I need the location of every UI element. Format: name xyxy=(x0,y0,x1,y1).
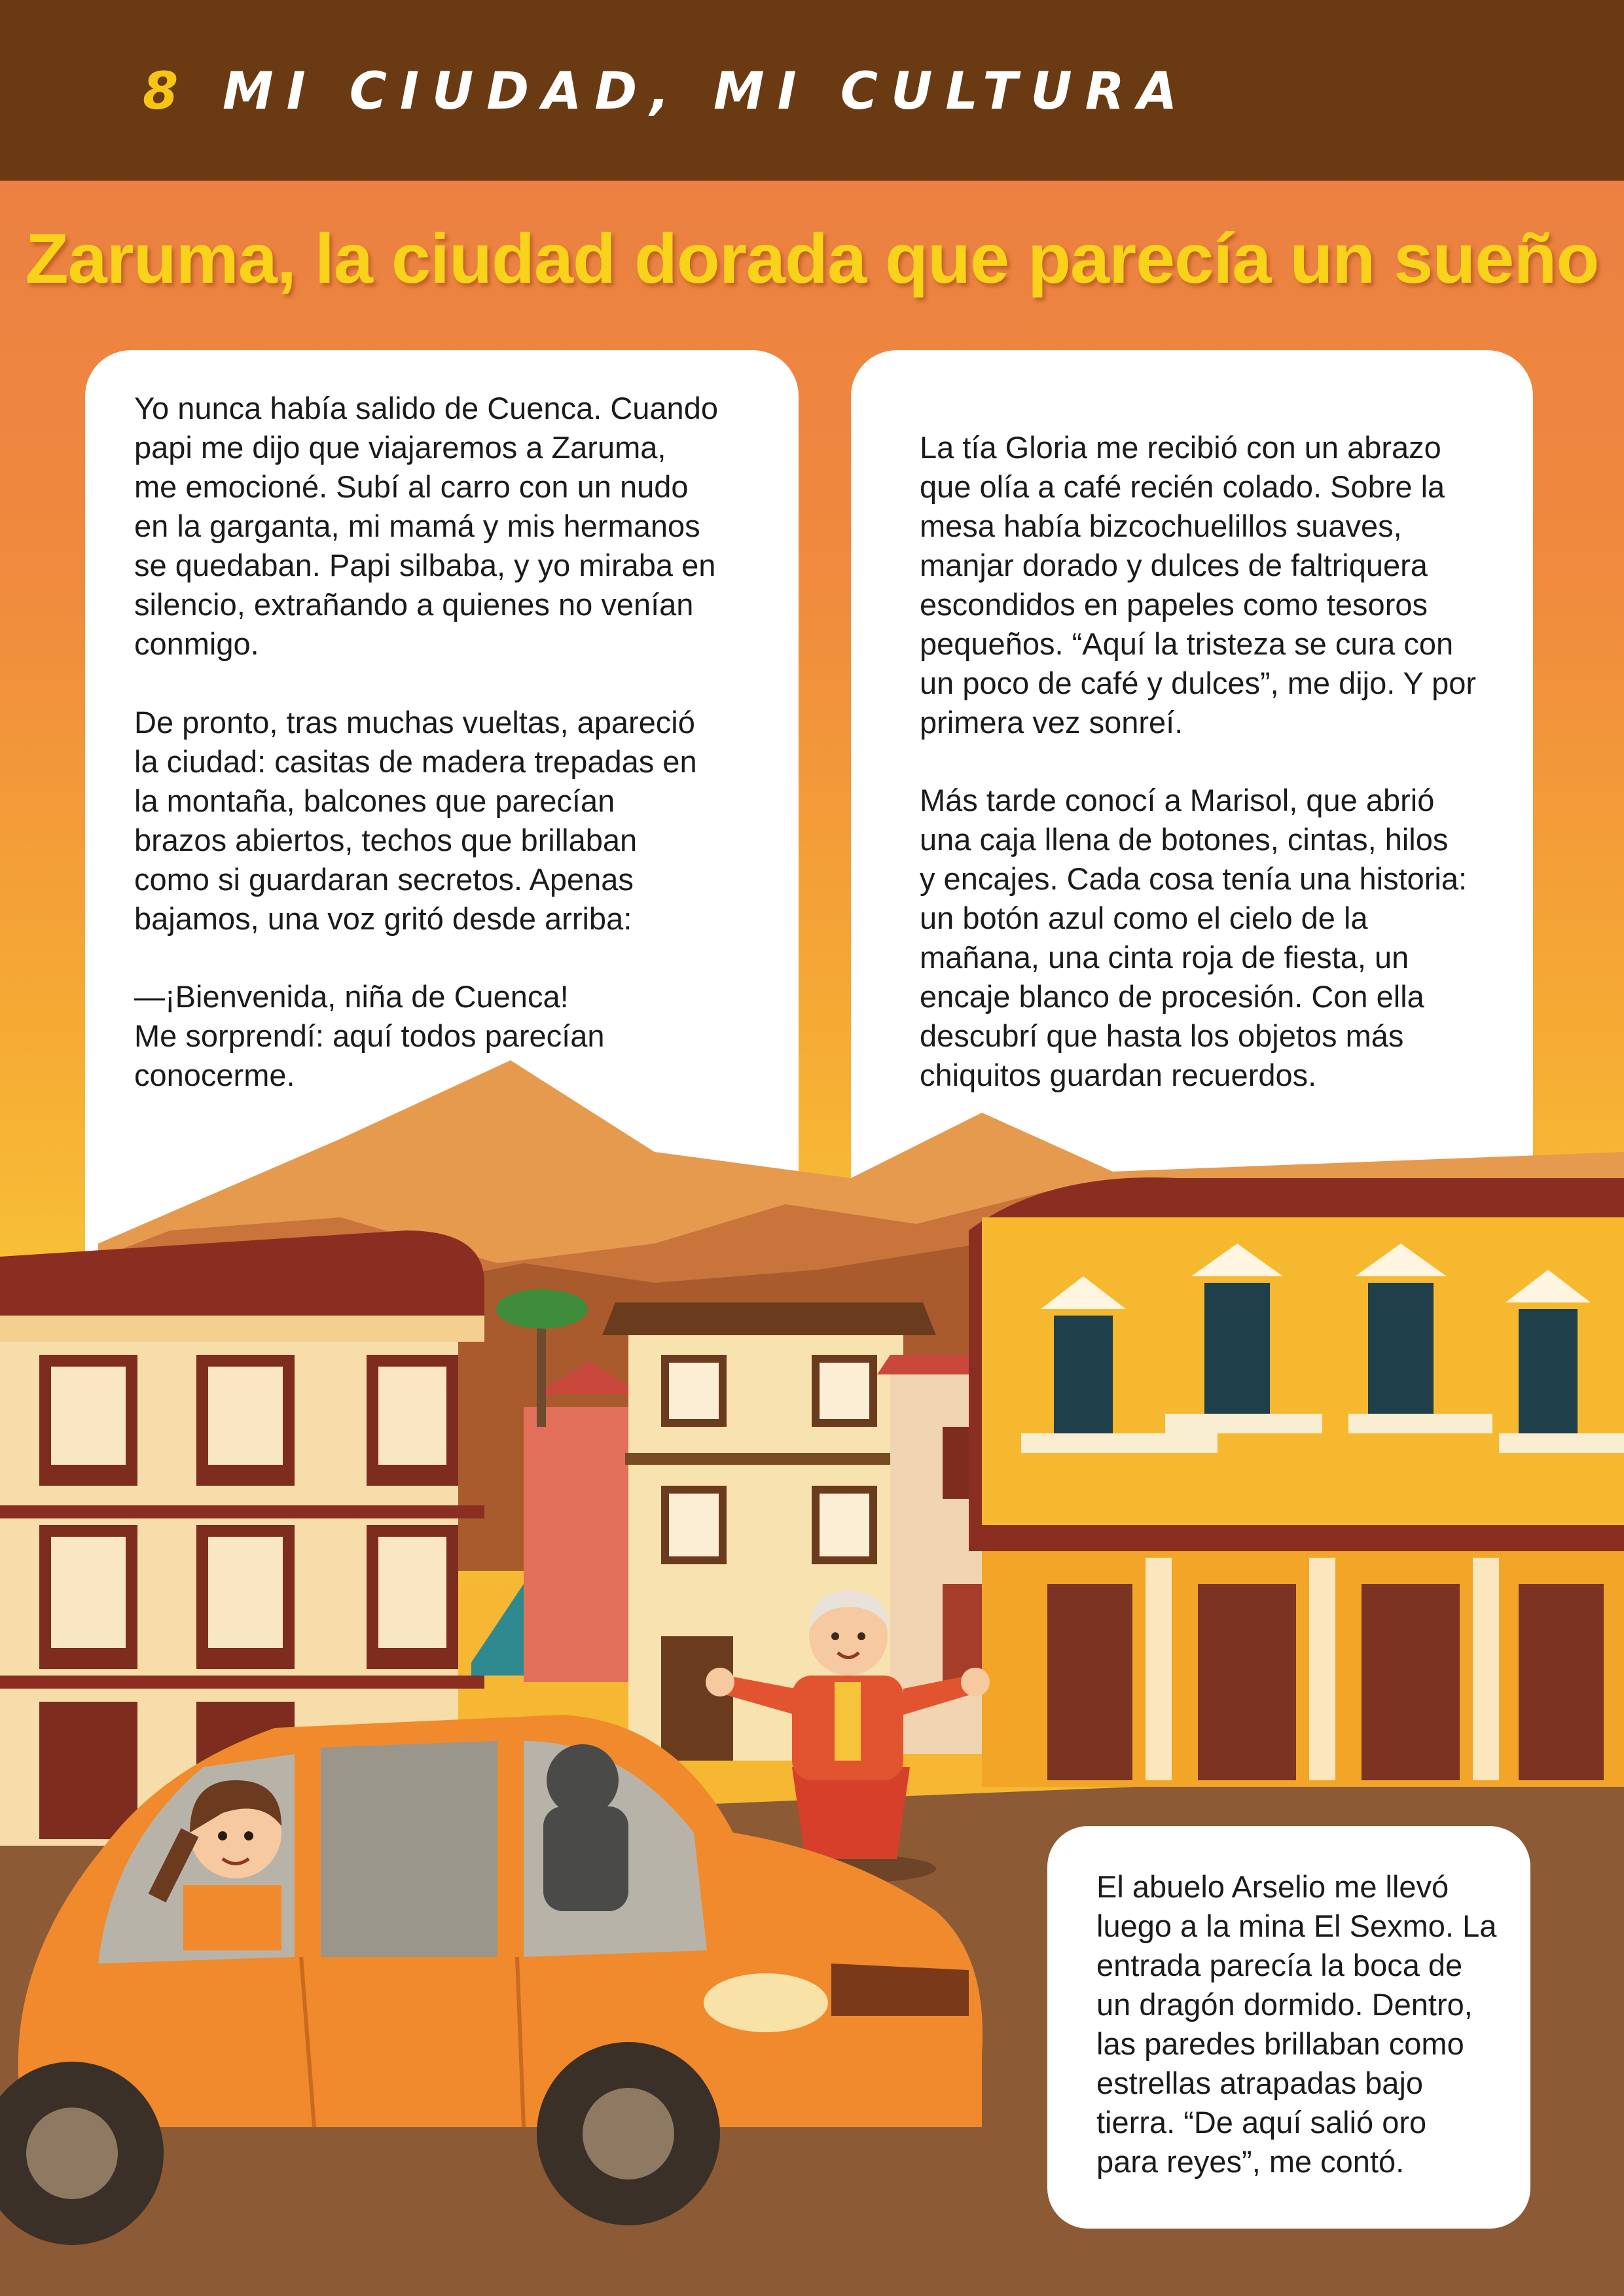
left-paragraph-1: Yo nunca había salido de Cuenca. Cuando papi me dijo que viajaremos a Zaruma, me emocioné. Subí al carro con un nudo en la garganta, mi mamá y mis hermanos se quedaban. Papi silbaba, y yo miraba en silencio, extrañando a quienes no venían conmigo. xyxy=(134,391,718,661)
article-title: Zaruma, la ciudad dorada que parecía un sueño xyxy=(25,219,1599,298)
right-paragraph-1: La tía Gloria me recibió con un abrazo que olía a café recién colado. Sobre la mesa había bizcochuelillos suaves, manjar dorado y dulces de faltriquera escondidos en papeles como tesoros pequeños. “Aquí la tristeza se cura con un poco de café y dulces”, me dijo. Y por primera vez sonreí. xyxy=(920,430,1476,740)
right-paragraph-2: Más tarde conocí a Marisol, que abrió una caja llena de botones, cintas, hilos y encajes. Cada cosa tenía una historia: un botón azul como el cielo de la mañana, una cinta roja de fiesta, un encaje blanco de procesión. Con ella descubrí que hasta los objetos más chiquitos guardan recuerdos. xyxy=(920,783,1468,1092)
page-number: 8 xyxy=(143,62,181,121)
section-title: MI CIUDAD, MI CULTURA xyxy=(223,62,1191,121)
bottom-paragraph: El abuelo Arselio me llevó luego a la mina El Sexmo. La entrada parecía la boca de un dragón dormido. Dentro, las paredes brillaban como estrellas atrapadas bajo tierra. “De aquí salió oro para reyes”, me contó. xyxy=(1096,1869,1497,2179)
right-building xyxy=(969,1177,1624,1787)
left-paragraph-2: De pronto, tras muchas vueltas, apareció la ciudad: casitas de madera trepadas en la montaña, balcones que parecían brazos abiertos, techos que brillaban como si guardaran secretos. Apenas bajamos, una voz gritó desde arriba: xyxy=(134,705,697,936)
left-paragraph-3: —¡Bienvenida, niña de Cuenca! Me sorprendí: aquí todos parecían conocerme. xyxy=(134,979,605,1092)
header-bar xyxy=(0,0,1624,181)
